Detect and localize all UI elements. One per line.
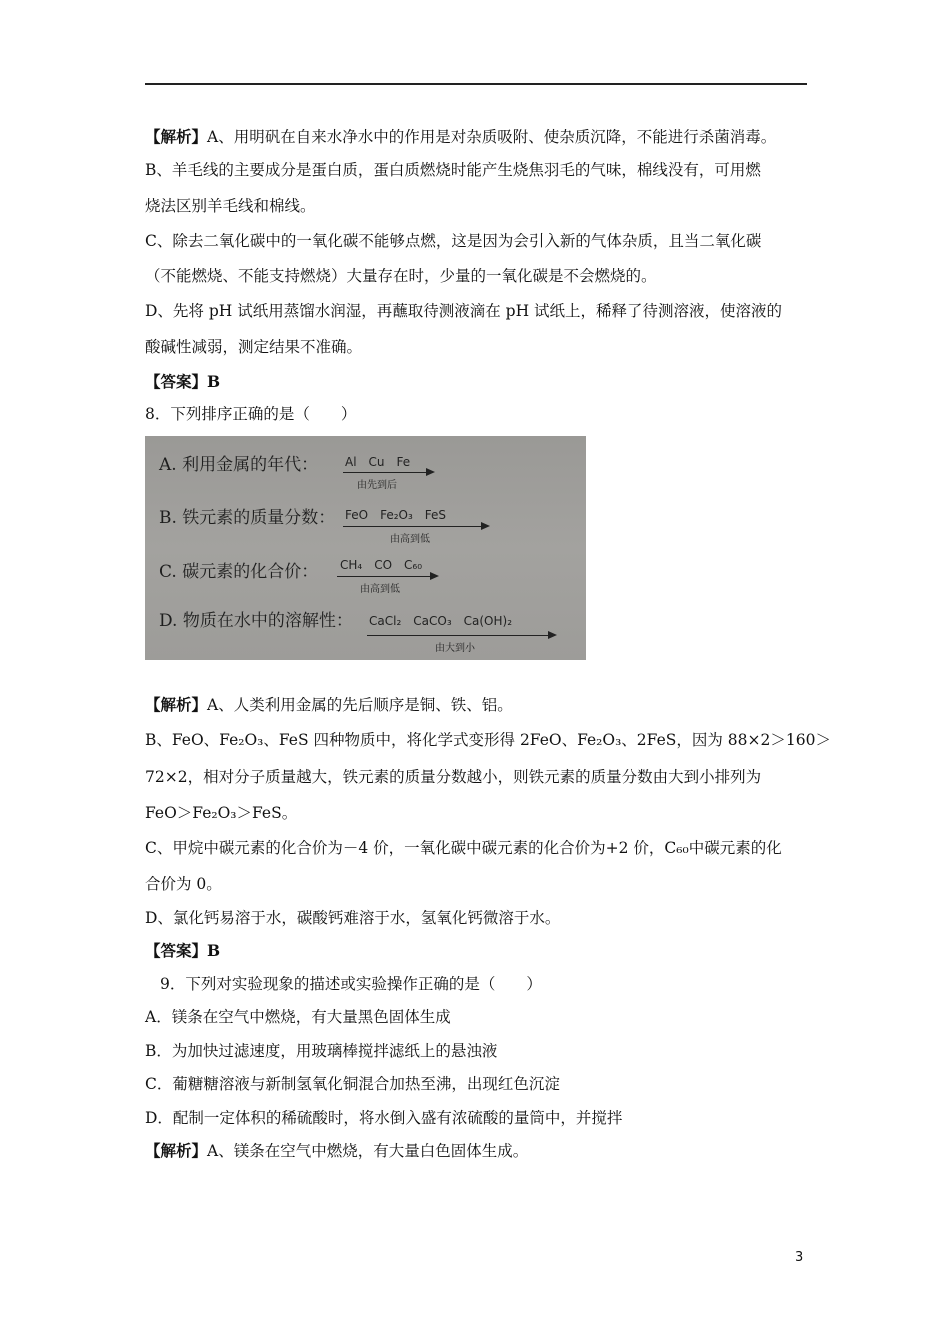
arrow-d: [367, 635, 555, 636]
page-number: 3: [795, 1250, 804, 1265]
q7-analysis-a: 【解析】A、用明矾在自来水净水中的作用是对杂质吸附、使杂质沉降，不能进行杀菌消毒。: [145, 127, 777, 146]
q8-answer: 【答案】B: [145, 941, 221, 960]
q8-analysis-c-2: 合价为 0。: [145, 875, 222, 893]
q8-analysis-b-1: B、FeO、Fe₂O₃、FeS 四种物质中，将化学式变形得 2FeO、Fe₂O₃、2FeS，因为 88×2＞160＞: [145, 731, 831, 749]
q7-analysis-c-2: （不能燃烧、不能支持燃烧）大量存在时，少量的一氧化碳是不会燃烧的。: [145, 267, 657, 285]
photo-option-d-label: D. 物质在水中的溶解性：: [159, 611, 353, 631]
q9-option-c: C．葡糖糖溶液与新制氢氧化铜混合加热至沸，出现红色沉淀: [145, 1075, 560, 1093]
photo-option-c-label: C. 碳元素的化合价：: [159, 562, 319, 582]
q7-analysis-b-2: 烧法区别羊毛线和棉线。: [145, 197, 316, 215]
q7-analysis-c-1: C、除去二氧化碳中的一氧化碳不能够点燃，这是因为会引入新的气体杂质，且当二氧化碳: [145, 232, 762, 250]
q7-analysis-d-2: 酸碱性减弱，测定结果不准确。: [145, 338, 363, 356]
q9-question: 9．下列对实验现象的描述或实验操作正确的是（ ）: [160, 975, 542, 993]
q8-analysis-b-2: 72×2，相对分子质量越大，铁元素的质量分数越小，则铁元素的质量分数由大到小排列为: [145, 768, 762, 786]
header-rule: [145, 83, 807, 85]
q8-analysis-b-3: FeO＞Fe₂O₃＞FeS。: [145, 804, 298, 822]
q7-analysis-b-1: B、羊毛线的主要成分是蛋白质，蛋白质燃烧时能产生烧焦羽毛的气味，棉线没有，可用燃: [145, 161, 761, 179]
arrow-a: [343, 472, 433, 473]
photo-option-b-note: 由高到低: [390, 534, 430, 545]
photo-option-a-label: A. 利用金属的年代：: [159, 455, 319, 475]
q8-options-photo: [145, 436, 586, 660]
arrow-c: [337, 576, 437, 577]
arrow-b: [343, 526, 488, 527]
q7-answer: 【答案】B: [145, 372, 221, 391]
q9-option-d: D．配制一定体积的稀硫酸时，将水倒入盛有浓硫酸的量筒中，并搅拌: [145, 1109, 623, 1127]
photo-option-d-chem: CaCl₂ CaCO₃ Ca(OH)₂: [369, 614, 512, 628]
photo-option-c-note: 由高到低: [360, 584, 400, 595]
q9-option-b: B．为加快过滤速度，用玻璃棒搅拌滤纸上的悬浊液: [145, 1042, 498, 1060]
q8-analysis-d: D、氯化钙易溶于水，碳酸钙难溶于水，氢氧化钙微溶于水。: [145, 909, 561, 927]
photo-option-a-note: 由先到后: [357, 480, 397, 491]
q8-analysis-c-1: C、甲烷中碳元素的化合价为－4 价，一氧化碳中碳元素的化合价为+2 价，C₆₀中碳元素的化: [145, 839, 782, 857]
photo-option-c-chem: CH₄ CO C₆₀: [340, 558, 423, 572]
photo-option-b-label: B. 铁元素的质量分数：: [159, 508, 336, 528]
q9-option-a: A．镁条在空气中燃烧，有大量黑色固体生成: [145, 1008, 451, 1026]
photo-option-d-note: 由大到小: [435, 643, 475, 654]
q9-analysis-a: 【解析】A、镁条在空气中燃烧，有大量白色固体生成。: [145, 1141, 529, 1160]
q8-analysis-a: 【解析】A、人类利用金属的先后顺序是铜、铁、铝。: [145, 695, 513, 714]
photo-option-b-chem: FeO Fe₂O₃ FeS: [345, 508, 447, 522]
q8-question: 8．下列排序正确的是（ ）: [145, 405, 357, 423]
photo-option-a-chem: Al Cu Fe: [345, 455, 411, 469]
q7-analysis-d-1: D、先将 pH 试纸用蒸馏水润湿，再蘸取待测液滴在 pH 试纸上，稀释了待测溶液，使溶液的: [145, 302, 783, 320]
